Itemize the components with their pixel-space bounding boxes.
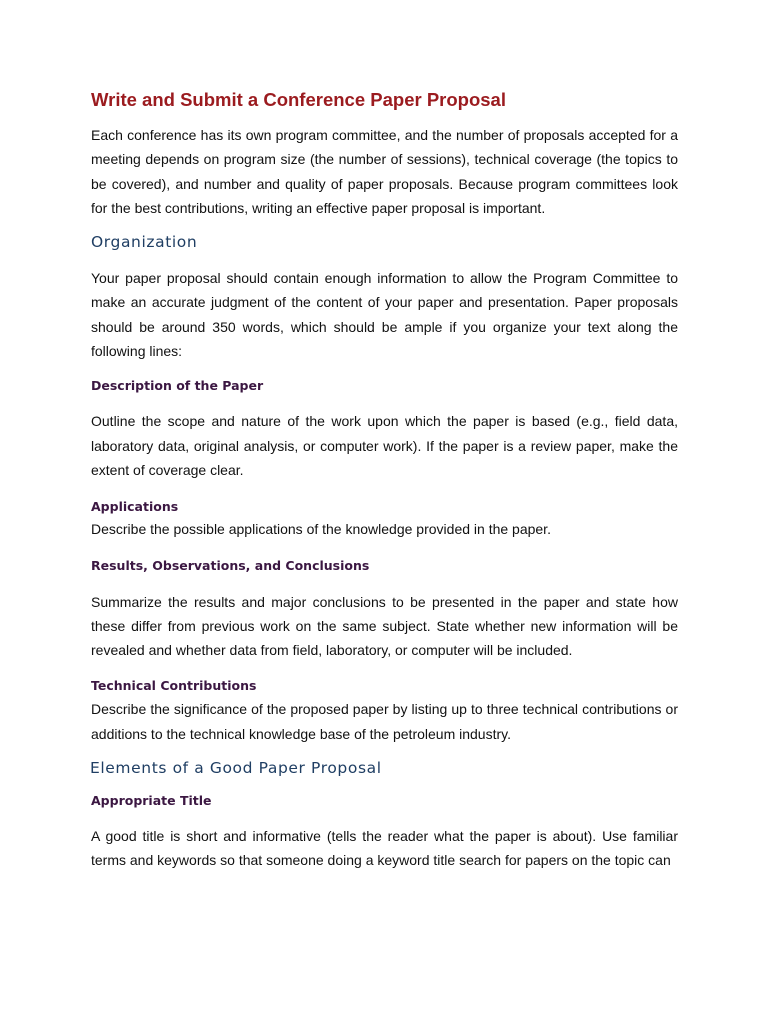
technical-contributions-paragraph: Describe the significance of the proposed paper by listing up to three technical contributions or additions to the technical knowledge base of the petroleum industry. (91, 701, 678, 742)
organization-paragraph: Your paper proposal should contain enough information to allow the Program Committee to make an accurate judgment of the content of your paper and presentation. Paper proposals should be around 350 words, which should be ample if you organize your text along the following lines: (91, 270, 678, 360)
technical-contributions-heading: Technical Contributions (91, 678, 257, 694)
description-heading: Description of the Paper (91, 378, 264, 394)
applications-heading: Applications (91, 499, 179, 515)
document-page (91, 88, 678, 873)
applications-paragraph: Describe the possible applications of the knowledge provided in the paper. (91, 521, 551, 538)
document-title: Write and Submit a Conference Paper Proposal (91, 89, 506, 110)
description-paragraph: Outline the scope and nature of the work upon which the paper is based (e.g., field data, laboratory data, original analysis, or computer work). If the paper is a review paper, make the extent of coverage clear. (91, 413, 678, 478)
results-heading: Results, Observations, and Conclusions (91, 557, 370, 573)
appropriate-title-heading: Appropriate Title (91, 793, 212, 809)
intro-paragraph: Each conference has its own program committee, and the number of proposals accepted for a meeting depends on program size (the number of sessions), technical coverage (the topics to be covered), and number and quality of paper proposals. Because program committees look for the best contributions, writing an effective paper proposal is important. (91, 127, 678, 216)
appropriate-title-paragraph: A good title is short and informative (tells the reader what the paper is about). Use familiar terms and keywords so that someone doing a keyword title search for papers on the topic can (91, 828, 678, 869)
organization-heading: Organization (91, 233, 198, 252)
elements-heading: Elements of a Good Paper Proposal (90, 759, 382, 778)
results-paragraph: Summarize the results and major conclusions to be presented in the paper and state how these differ from previous work on the same subject. State whether new information will be revealed and whether data from field, laboratory, or computer will be included. (91, 593, 678, 659)
